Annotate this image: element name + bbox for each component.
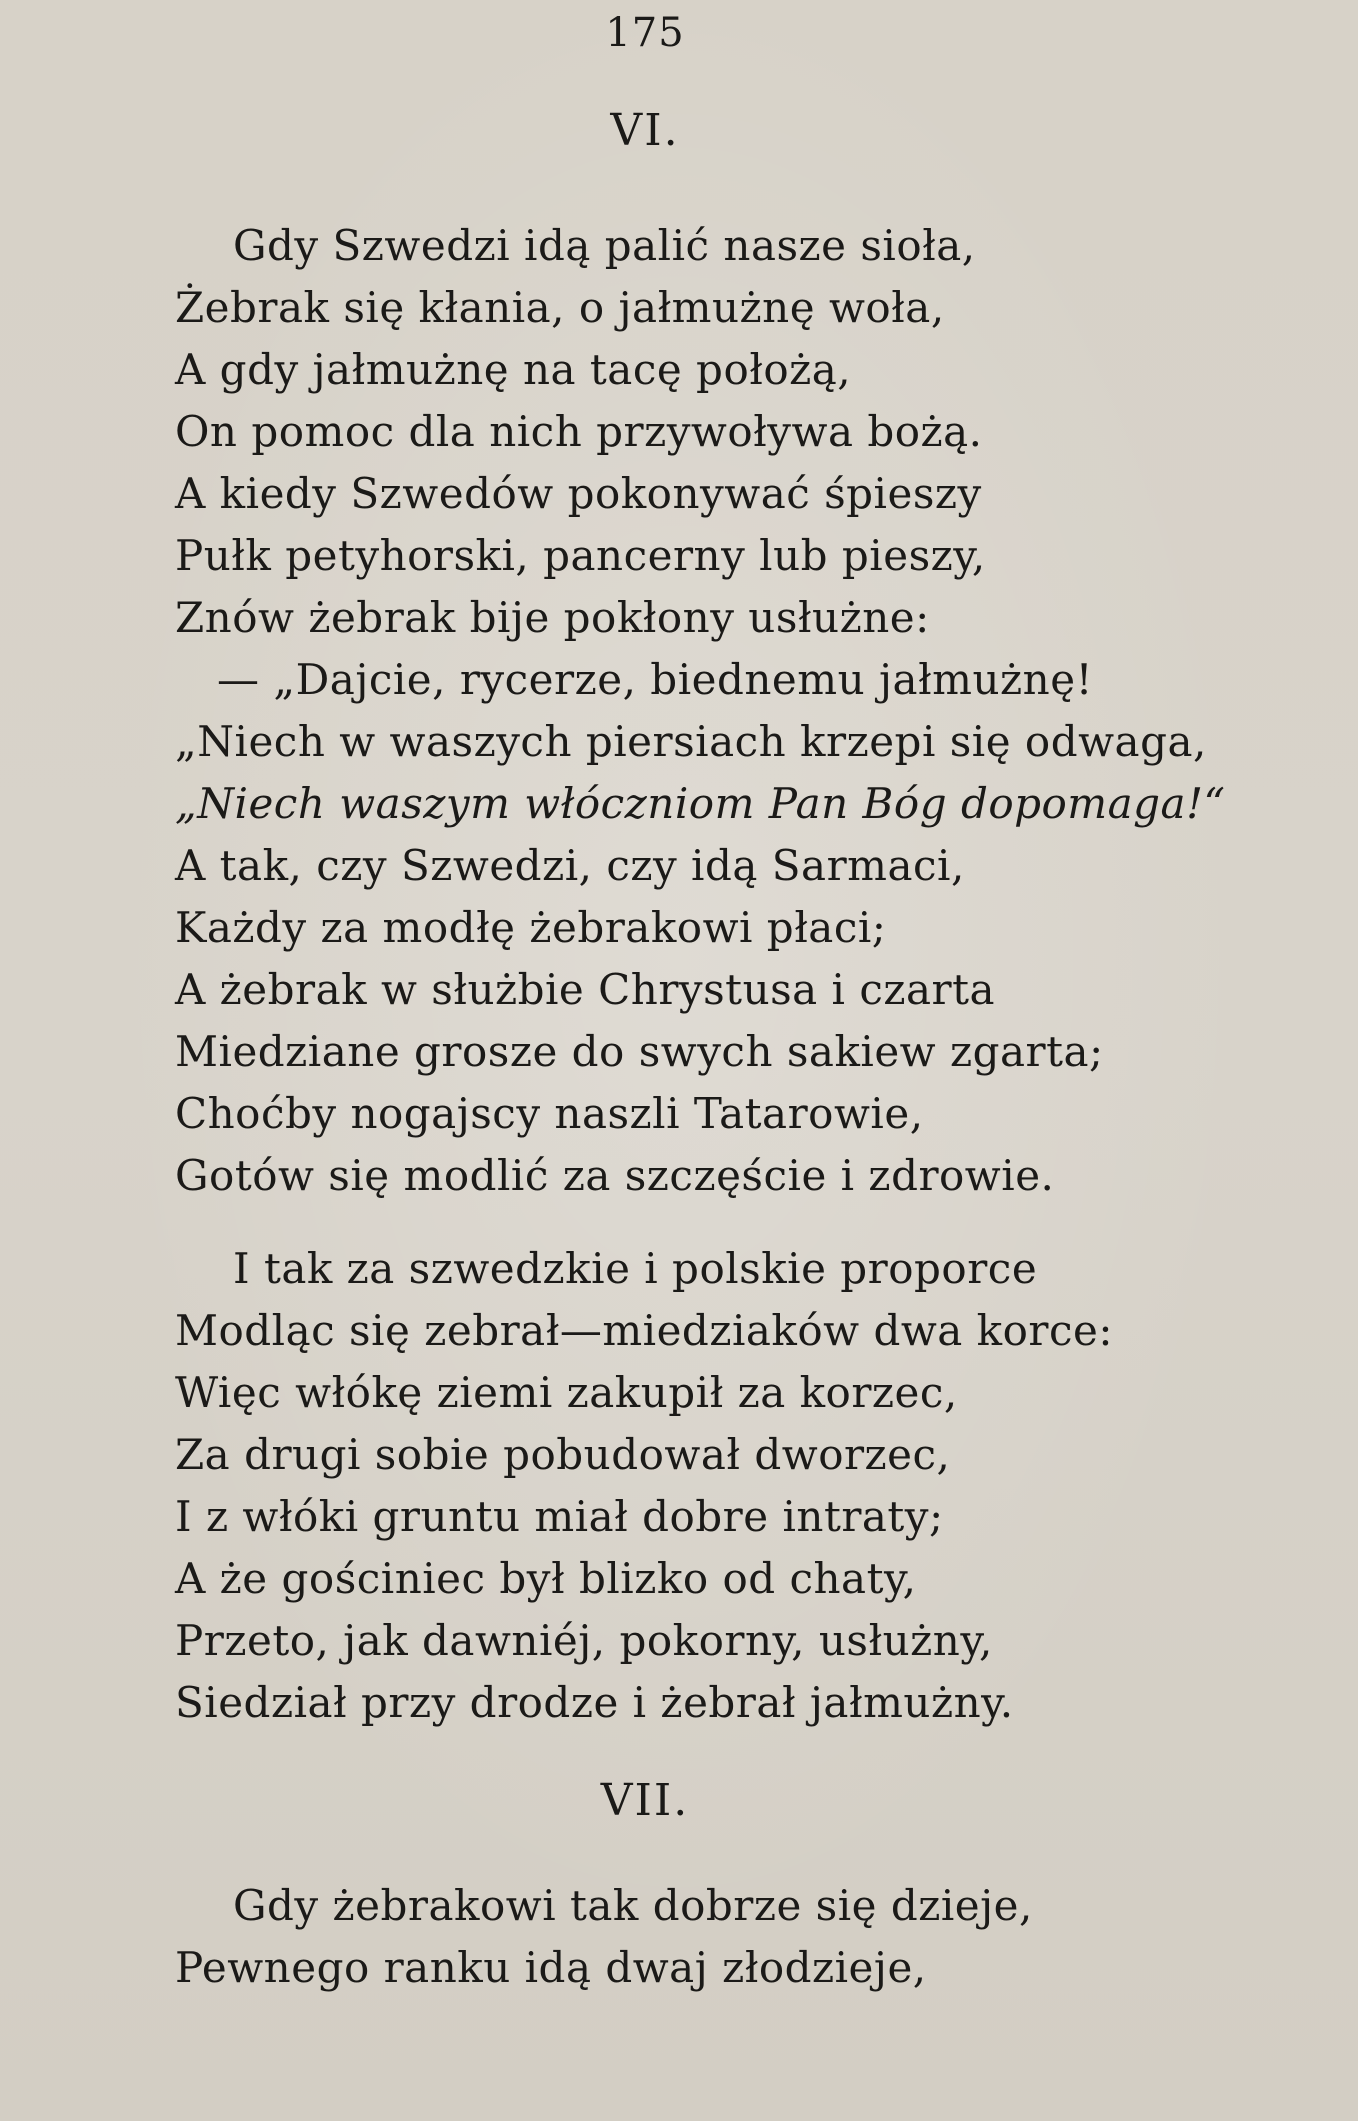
verse-line: A żebrak w służbie Chrystusa i czarta: [175, 965, 996, 1014]
verse-line: Każdy za modłę żebrakowi płaci;: [175, 903, 887, 952]
stanza: [175, 1875, 1315, 1999]
stanza: [175, 215, 1315, 1207]
verse-line: Żebrak się kłania, o jałmużnę woła,: [175, 283, 945, 332]
verse-line: „Niech w waszych piersiach krzepi się odwaga,: [175, 717, 1207, 766]
verse-line: On pomoc dla nich przywoływa bożą.: [175, 407, 983, 456]
verse-line: Miedziane grosze do swych sakiew zgarta;: [175, 1027, 1104, 1076]
verse-line: A kiedy Szwedów pokonywać śpieszy: [175, 469, 982, 518]
verse-line: Choćby nogajscy naszli Tatarowie,: [175, 1089, 924, 1138]
verse-line: Za drugi sobie pobudował dworzec,: [175, 1430, 951, 1479]
verse-line: A gdy jałmużnę na tacę położą,: [175, 345, 852, 394]
verse-line: Gotów się modlić za szczęście i zdrowie.: [175, 1151, 1055, 1200]
verse-line: A że gościniec był blizko od chaty,: [175, 1554, 917, 1603]
verse-line: — „Dajcie, rycerze, biednemu jałmużnę!: [217, 655, 1093, 704]
verse-line: Pułk petyhorski, pancerny lub pieszy,: [175, 531, 986, 580]
verse-line: „Niech waszym włóczniom Pan Bóg dopomaga!“: [175, 779, 1226, 828]
section-heading-vi: VI.: [610, 105, 680, 156]
verse-line: Więc włókę ziemi zakupił za korzec,: [175, 1368, 958, 1417]
section-heading-vii: VII.: [600, 1775, 690, 1826]
page-number: 175: [605, 10, 685, 56]
verse-line: I z włóki gruntu miał dobre intraty;: [175, 1492, 944, 1541]
verse-line: I tak za szwedzkie i polskie proporce: [233, 1244, 1038, 1293]
verse-line: Przeto, jak dawniéj, pokorny, usłużny,: [175, 1616, 993, 1665]
verse-line: A tak, czy Szwedzi, czy idą Sarmaci,: [175, 841, 965, 890]
verse-line: Pewnego ranku idą dwaj złodzieje,: [175, 1943, 927, 1992]
verse-line: Modląc się zebrał—miedziaków dwa korce:: [175, 1306, 1114, 1355]
verse-line: Gdy Szwedzi idą palić nasze sioła,: [233, 221, 976, 270]
verse-line: Gdy żebrakowi tak dobrze się dzieje,: [233, 1881, 1033, 1930]
verse-line: Siedział przy drodze i żebrał jałmużny.: [175, 1678, 1014, 1727]
verse-line: Znów żebrak bije pokłony usłużne:: [175, 593, 930, 642]
stanza: [175, 1238, 1315, 1734]
